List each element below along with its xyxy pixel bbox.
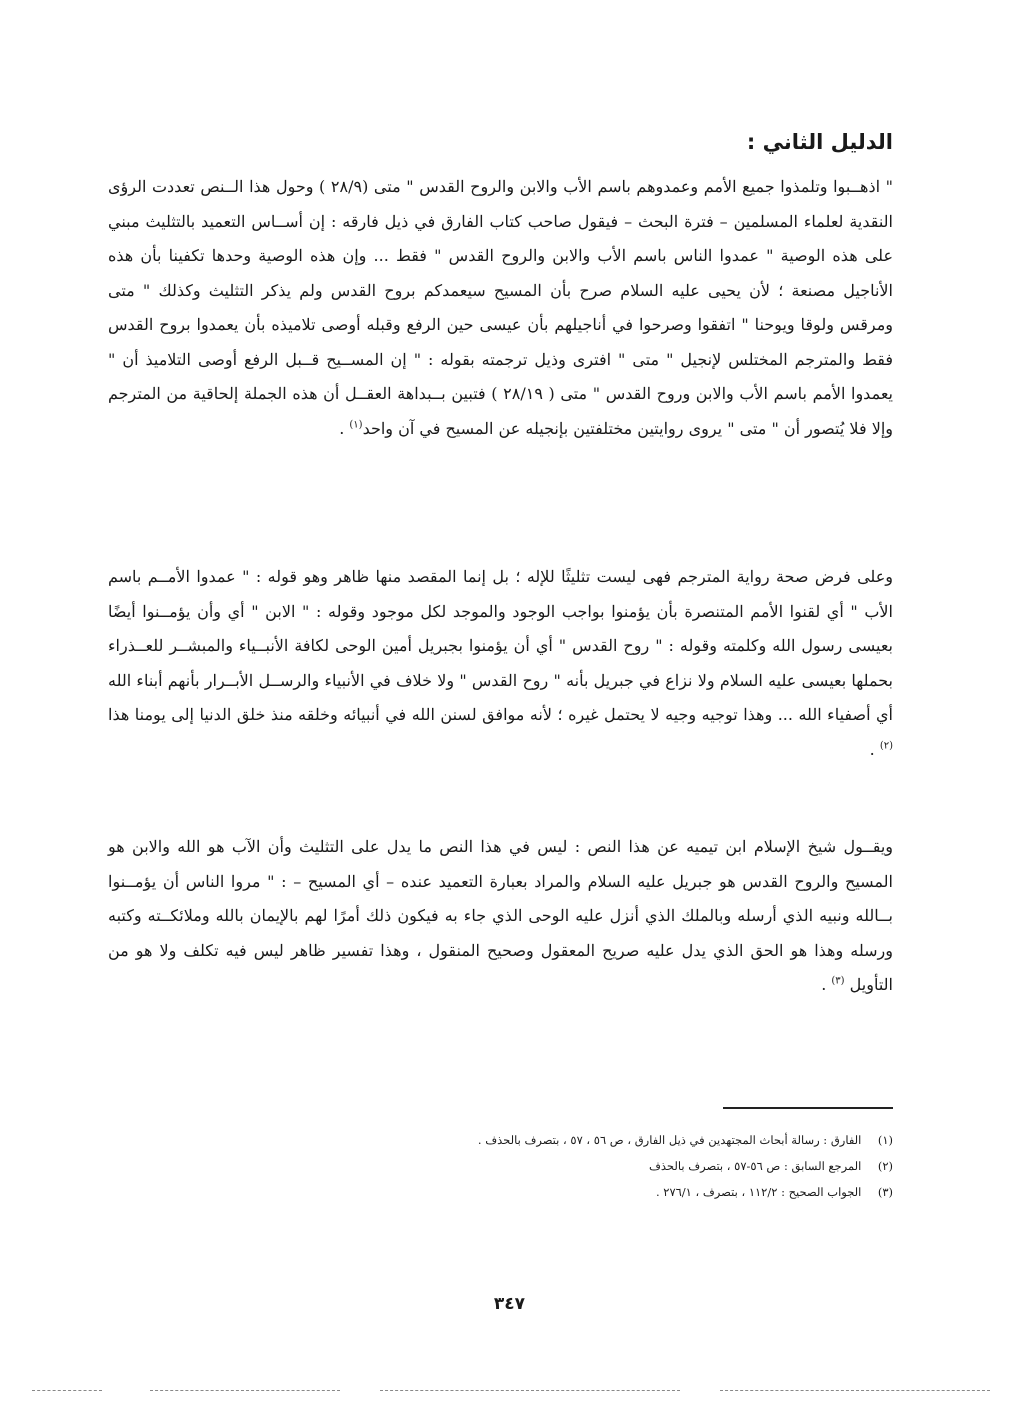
page-number: ٣٤٧ xyxy=(493,1294,526,1314)
paragraph-2-end: . xyxy=(869,739,880,759)
footnote-item xyxy=(108,1153,893,1179)
footnote-text: الفارق : رسالة أبحاث المجتهدين في ذيل الفارق ، ص ٥٦ ، ٥٧ ، بتصرف بالحذف . xyxy=(477,1133,862,1147)
footnote-number: (١) xyxy=(877,1133,893,1147)
footnote-ref-2[interactable]: (٢) xyxy=(879,740,893,752)
footnote-ref-1[interactable]: (١) xyxy=(349,419,363,431)
footnote-text: المرجع السابق : ص ٥٦-٥٧ ، بتصرف بالحذف xyxy=(648,1159,862,1173)
section-heading: الدليل الثاني : xyxy=(746,130,893,154)
footnotes-list xyxy=(108,1127,893,1205)
scan-artifact-line xyxy=(150,1390,340,1391)
scan-artifact-line xyxy=(380,1390,680,1391)
footnote-item xyxy=(108,1127,893,1153)
paragraph-1 xyxy=(108,170,893,446)
footnote-text: الجواب الصحيح : ١١٢/٢ ، بتصرف ، ٢٧٦/١ . xyxy=(655,1185,862,1199)
footnote-item xyxy=(108,1179,893,1205)
footnote-number: (٢) xyxy=(877,1159,893,1173)
scan-artifact-line xyxy=(720,1390,990,1391)
paragraph-3-text: ويقــول شيخ الإسلام ابن تيميه عن هذا النص : ليس في هذا النص ما يدل على التثليث وأن الآب هو الله والابن هو المسيح والروح القدس هو جبريل عليه السلام والمراد بعبارة التعميد عنده – أي المسيح – : " مروا الناس أن يؤمــنوا بــالله ونبيه الذي أرسله وبالملك الذي أنزل عليه الوحى الذي جاء به فيكون ذلك أمرًا لهم بالإيمان بالله وملائكــته وكتبه ورسله وهذا هو الحق الذي يدل عليه صريح المعقول وصحيح المنقول ، وهذا تفسير ظاهر ليس فيه تكلف ولا هو من التأويل xyxy=(108,837,894,994)
paragraph-2-text: وعلى فرض صحة رواية المترجم فهى ليست تثليثًا للإله ؛ بل إنما المقصد منها ظاهر وهو قوله : " عمدوا الأمــم باسم الأب " أي لقنوا الأمم المتنصرة بأن يؤمنوا بواجب الوجود والموجد لكل موجود وقوله : " الابن " أي وأن يؤمــنوا أيضًا بعيسى رسول الله وكلمته وقوله : " روح القدس " أي أن يؤمنوا بجبريل أمين الوحى لكافة الأنبــياء والمبشــر للعــذراء بحملها بعيسى عليه السلام ولا نزاع في جبريل بأنه " روح القدس " ولا خلاف في الأنبياء والرســل الأبــرار بأنهم أبناء الله أي أصفياء الله ... وهذا توجيه وجيه لا يحتمل غيره ؛ لأنه موافق لسنن الله في أنبيائه وخلقه منذ خلق الدنيا إلى يومنا هذا xyxy=(108,567,894,724)
paragraph-2 xyxy=(108,560,893,767)
footnote-divider xyxy=(723,1107,893,1109)
paragraph-1-end: . xyxy=(339,418,350,438)
paragraph-3-end: . xyxy=(821,975,832,994)
footnote-number: (٣) xyxy=(877,1185,893,1199)
paragraph-3 xyxy=(108,830,893,1003)
scan-artifact-line xyxy=(32,1390,102,1391)
footnote-ref-3[interactable]: (٣) xyxy=(831,975,845,987)
paragraph-1-text: " اذهــبوا وتلمذوا جميع الأمم وعمدوهم باسم الأب والابن والروح القدس " متى (٢٨/٩ ) وحول هذا الــنص تعددت الرؤى النقدية لعلماء المسلمين – فترة البحث – فيقول صاحب كتاب الفارق في ذيل فارقه : إن أســاس التعميد بالتثليث مبني على هذه الوصية " عمدوا الناس باسم الأب والابن والروح القدس " فقط ... وإن هذه الوصية وحدها تكفينا بأن هذه الأناجيل مصنعة ؛ لأن يحيى عليه السلام صرح بأن المسيح سيعمدكم بروح القدس ولم يذكر التثليث وكذلك " متى ومرقس ولوقا ويوحنا " اتفقوا وصرحوا في أناجيلهم بأن عيسى حين الرفع وقبله أوصى تلاميذه بأن يعمدوا بروح القدس فقط والمترجم المختلس لإنجيل " متى " افترى وذيل ترجمته بقوله : " إن المســيح قــبل الرفع أوصى التلاميذ أن " يعمدوا الأمم باسم الأب والابن وروح القدس " متى ( ٢٨/١٩ ) فتبين بــبداهة العقــل أن هذه الجملة إلحاقية من المترجم وإلا فلا يُتصور أن " متى " يروى روايتين مختلفتين بإنجيله عن المسيح في آن واحد xyxy=(108,177,893,438)
